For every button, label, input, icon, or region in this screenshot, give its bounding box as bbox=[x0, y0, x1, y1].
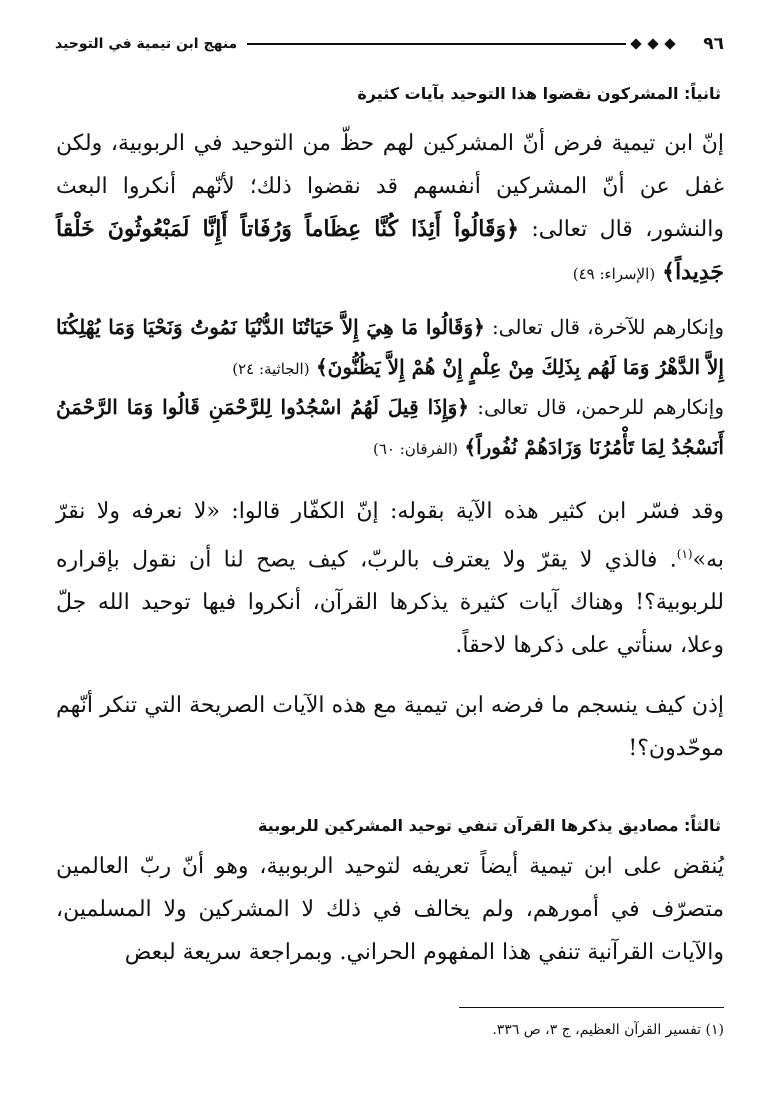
diamond-ornament bbox=[630, 38, 641, 49]
quran-verse: ﴿وَقَالُوا مَا هِيَ إِلاَّ حَيَاتُنَا الدُّنْيَا نَمُوتُ وَنَحْيَا وَمَا يُهْلِكُنَا إِلاَّ الدَّهْرُ وَمَا لَهُم بِذَلِكَ مِنْ عِلْمٍ إِنْ هُمْ إِلاَّ يَظُنُّونَ﴾ bbox=[56, 315, 724, 379]
paragraph-resurrection bbox=[56, 122, 724, 296]
page-number: ٩٦ bbox=[703, 34, 724, 54]
section-heading-third: ثالثاً: مصاديق يذكرها القرآن تنفي توحيد المشركين للربوبية bbox=[257, 816, 721, 835]
footnote-separator bbox=[459, 1007, 724, 1008]
paragraph-text: وقد فسّر ابن كثير هذه الآية بقوله: إنّ الكفّار قالوا: «لا نعرفه ولا نقرّ به» bbox=[56, 499, 724, 573]
quran-verse: ﴿وَإِذَا قِيلَ لَهُمُ اسْجُدُوا لِلرَّحْمَنِ قَالُوا وَمَا الرَّحْمَنُ أَنَسْجُدُ لِمَا تَأْمُرُنَا وَزَادَهُمْ نُفُوراً﴾ bbox=[56, 395, 724, 459]
paragraph-text: وإنكارهم للآخرة، قال تعالى: bbox=[484, 315, 724, 339]
quran-verse: ﴿وَقَالُواْ أَئِذَا كُنَّا عِظَاماً وَرُفَاتاً أَإِنَّا لَمَبْعُوثُونَ خَلْقاً جَدِيداً﴾ bbox=[56, 216, 724, 285]
header-rule bbox=[247, 40, 674, 48]
verse-reference: (الفرقان: ٦٠) bbox=[372, 440, 458, 458]
diamond-ornament bbox=[647, 38, 658, 49]
ornament-diamonds bbox=[632, 40, 674, 48]
verse-reference: (الإسراء: ٤٩) bbox=[572, 265, 656, 283]
paragraph-text: . فالذي لا يقرّ ولا يعترف بالربّ، كيف يصح لنا أن نقول بإقراره للربوبية؟! وهناك آيات كثيرة يذكرها القرآن، أنكروا فيها توحيد الله جلّ وعلا، سنأتي على ذكرها لاحقاً. bbox=[56, 547, 724, 659]
running-title: منهج ابن تيمية في التوحيد bbox=[55, 36, 238, 52]
verse-reference: (الجاثية: ٢٤) bbox=[232, 360, 310, 378]
paragraph-text: إنّ ابن تيمية فرض أنّ المشركين لهم حظّ من التوحيد في الربوبية، ولكن غفل عن أنّ المشركين أنفسهم قد نقضوا ذلك؛ لأنّهم أنكروا البعث والنشور، قال تعالى: bbox=[56, 131, 724, 242]
diamond-ornament bbox=[664, 38, 675, 49]
paragraph-conclusion: إذن كيف ينسجم ما فرضه ابن تيمية مع هذه الآيات الصريحة التي تنكر أنّهم موحّدون؟! bbox=[56, 693, 724, 761]
header-line bbox=[247, 43, 626, 45]
paragraph-lordship: يُنقض على ابن تيمية أيضاً تعريفه لتوحيد الربوبية، وهو أنّ ربّ العالمين متصرّف في أمورهم، ولم يخالف في ذلك لا المشركين ولا المسلمين، والآيات القرآنية تنفي هذا المفهوم الحراني. وبمراجعة سريعة لبعض bbox=[56, 854, 724, 965]
footnote: (١) تفسير القرآن العظيم، ج ٣، ص ٣٣٦. bbox=[492, 1022, 724, 1038]
paragraph-text: وإنكارهم للرحمن، قال تعالى: bbox=[468, 395, 725, 419]
running-header bbox=[55, 32, 724, 56]
section-heading-second: ثانياً: المشركون نقضوا هذا التوحيد بآيات كثيرة bbox=[357, 84, 721, 103]
paragraph-hereafter bbox=[56, 307, 724, 389]
footnote-marker[interactable]: (١) bbox=[676, 547, 693, 561]
paragraph-rahman bbox=[56, 387, 724, 469]
paragraph-ibn-kathir bbox=[56, 490, 724, 667]
